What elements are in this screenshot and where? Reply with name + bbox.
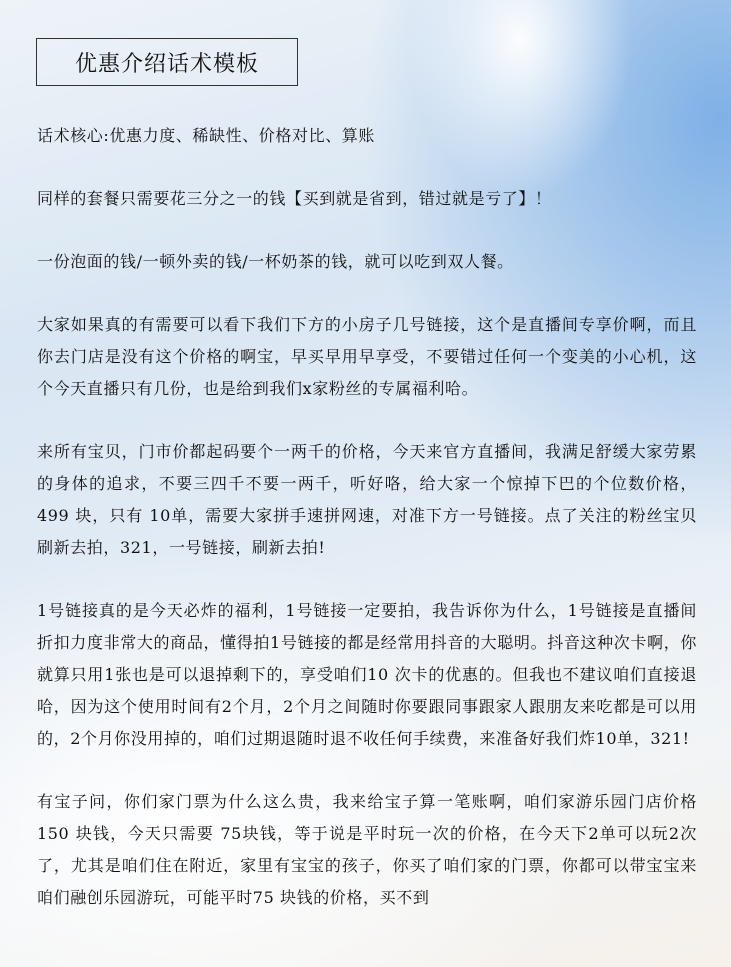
paragraph-link-one: 1号链接真的是今天必炸的福利，1号链接一定要拍，我告诉你为什么，1号链接是直播间折扣力度非常大的商品，懂得拍1号链接的都是经常用抖音的大聪明。抖音这种次卡啊，你就算只用1张也是可以退掉剩下的，享受咱们10 次卡的优惠的。但我也不建议咱们直接退哈，因为这个使用时间有2个月，2个月之间随时你要跟同事跟家人跟朋友来吃都是可以用的，2个月你没用掉的，咱们过期退随时退不收任何手续费，来准备好我们炸10单，321! [37, 601, 697, 748]
document-body [37, 120, 697, 945]
paragraph-ticket-math: 有宝子问，你们家门票为什么这么贵，我来给宝子算一笔账啊，咱们家游乐园门店价格150 块钱，今天只需要 75块钱，等于说是平时玩一次的价格，在今天下2单可以玩2次了，尤其是咱们住在附近，家里有宝宝的孩子，你买了咱们家的门票，你都可以带宝宝来咱们融创乐园游玩，可能平时75 块钱的价格，买不到 [37, 792, 697, 907]
title-box [36, 38, 298, 86]
paragraph-core: 话术核心:优惠力度、稀缺性、价格对比、算账 [37, 126, 375, 145]
paragraph-one-third-price: 同样的套餐只需要花三分之一的钱【买到就是省到，错过就是亏了】！ [37, 189, 552, 208]
page-title: 优惠介绍话术模板 [74, 51, 259, 77]
paragraph-price-comparison: 一份泡面的钱/一顿外卖的钱/一杯奶茶的钱，就可以吃到双人餐。 [37, 252, 514, 271]
paragraph-flash-price: 来所有宝贝，门市价都起码要个一两千的价格，今天来官方直播间，我满足舒缓大家劳累的身体的追求，不要三四千不要一两千，听好咯，给大家一个惊掉下巴的个位数价格，499 块，只有 10单，需要大家拼手速拼网速，对准下方一号链接。点了关注的粉丝宝贝刷新去拍，321，一号链接，刷新去拍! [37, 442, 697, 557]
paragraph-link-exclusive: 大家如果真的有需要可以看下我们下方的小房子几号链接，这个是直播间专享价啊，而且你去门店是没有这个价格的啊宝，早买早用早享受，不要错过任何一个变美的小心机，这个今天直播只有几份，也是给到我们x家粉丝的专属福利哈。 [37, 315, 697, 398]
